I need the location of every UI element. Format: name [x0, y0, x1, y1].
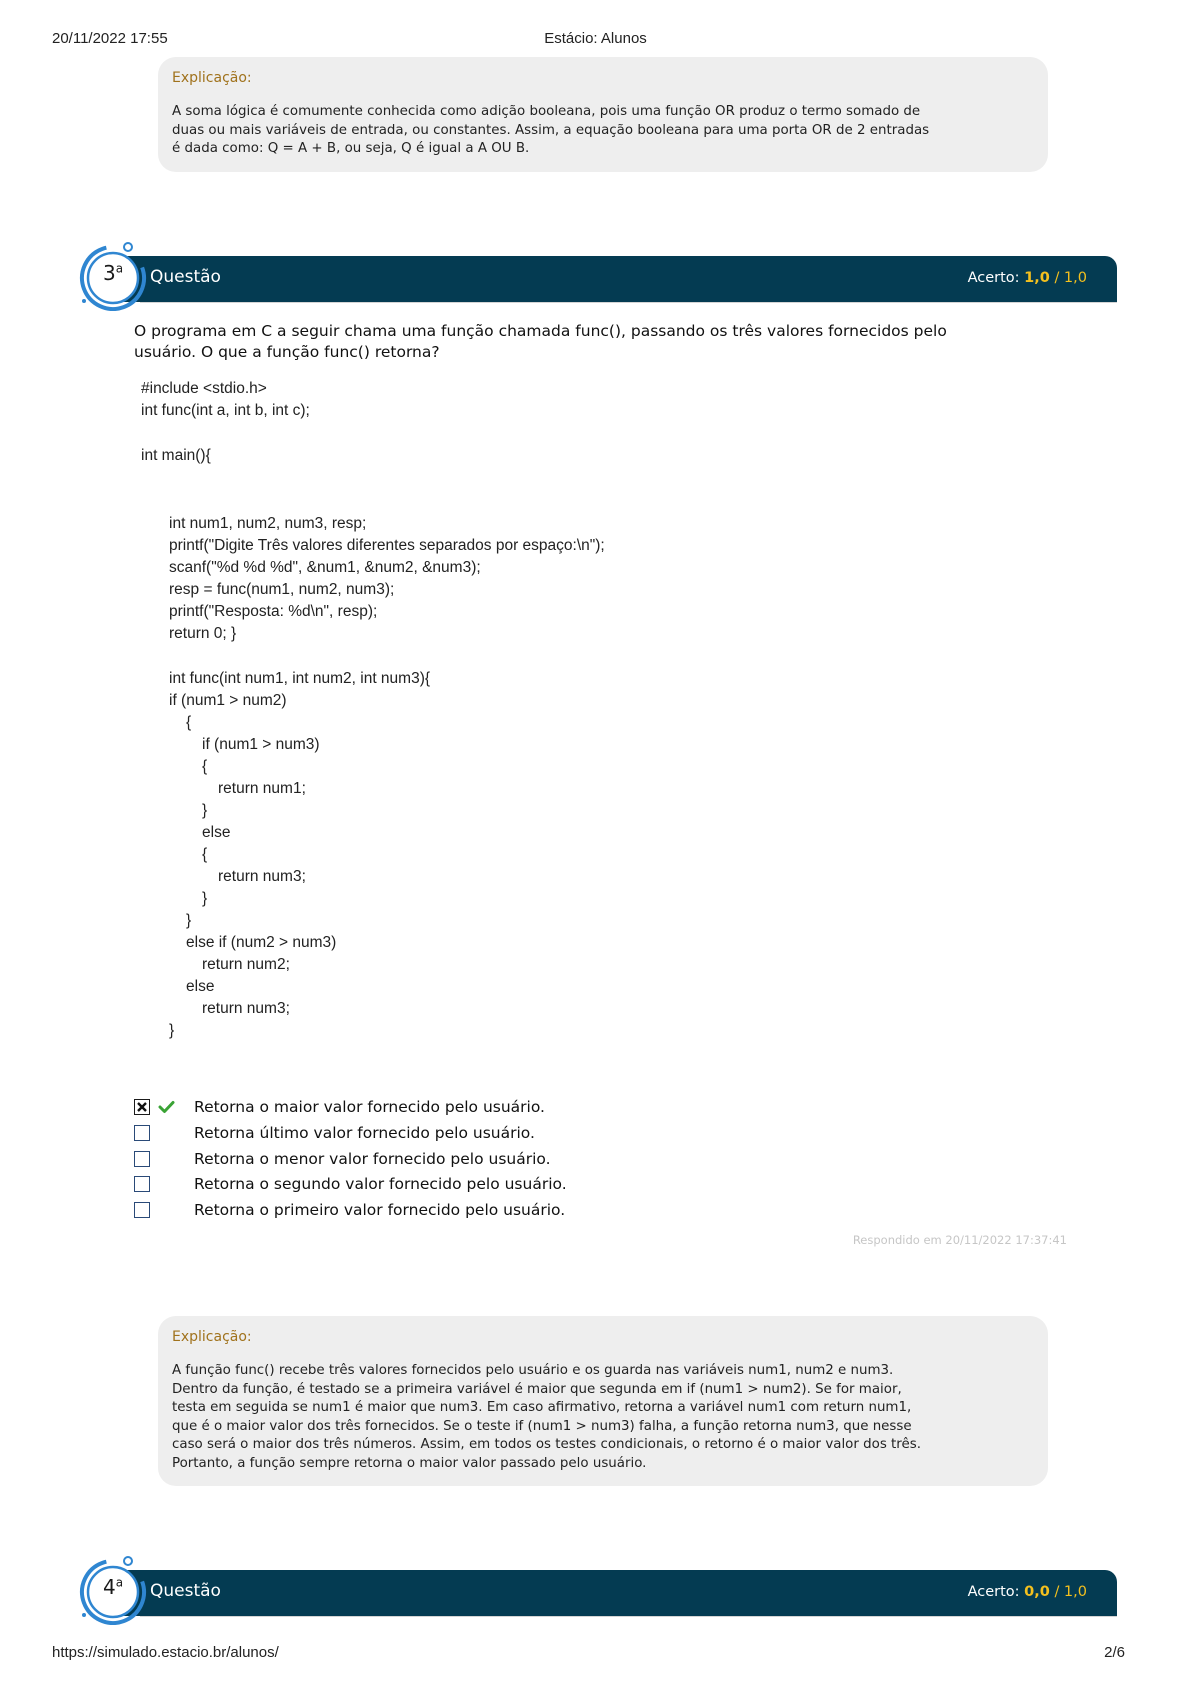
explanation-line: é dada como: Q = A + B, ou seja, Q é igual a A OU B.: [172, 141, 530, 156]
x-mark-icon: [136, 1101, 148, 1113]
code-line: printf("Digite Três valores diferentes separados por espaço:\n");: [169, 537, 605, 554]
checkbox-unchecked[interactable]: [134, 1151, 150, 1167]
acerto-label: Acerto:: [967, 270, 1020, 286]
correct-check-icon: [158, 1100, 175, 1114]
acerto-display: [968, 270, 1087, 286]
code-line: {: [202, 846, 208, 863]
question-number-badge-q3: [78, 241, 148, 311]
question-number-badge-q4: [78, 1555, 148, 1625]
answer-option-1[interactable]: [134, 1098, 834, 1120]
print-page-number: 2/6: [1104, 1644, 1125, 1661]
checkbox-unchecked[interactable]: [134, 1125, 150, 1141]
code-line: resp = func(num1, num2, num3);: [169, 581, 395, 598]
code-line: #include <stdio.h>: [141, 380, 267, 397]
code-line: int func(int a, int b, int c);: [141, 402, 310, 419]
print-footer: [0, 1644, 1191, 1664]
explanation-line: Dentro da função, é testado se a primeira variável é maior que segunda em if (num1 > num2). Se for maior,: [172, 1381, 902, 1397]
code-line: if (num1 > num3): [202, 736, 320, 753]
explanation-title: Explicação:: [172, 70, 252, 86]
question-number: [78, 261, 148, 285]
checkbox-unchecked[interactable]: [134, 1176, 150, 1192]
code-line: int func(int num1, int num2, int num3){: [169, 670, 431, 687]
question-header-bar-q3: [110, 256, 1117, 302]
print-url: https://simulado.estacio.br/alunos/: [52, 1644, 279, 1661]
checkbox-unchecked[interactable]: [134, 1202, 150, 1218]
question-prompt-line: usuário. O que a função func() retorna?: [134, 343, 440, 361]
answered-timestamp: Respondido em 20/11/2022 17:37:41: [852, 1233, 1067, 1247]
answer-option-text: Retorna o segundo valor fornecido pelo usuário.: [194, 1175, 567, 1193]
answer-option-2[interactable]: [134, 1124, 834, 1146]
code-line: return 0; }: [169, 625, 237, 642]
print-datetime: 20/11/2022 17:55: [52, 30, 168, 47]
explanation-body: [172, 1362, 1034, 1473]
answer-option-text: Retorna último valor fornecido pelo usuário.: [194, 1124, 535, 1142]
question-number-digit: 3: [102, 261, 116, 285]
code-line: }: [186, 912, 192, 929]
code-line: int main(){: [141, 447, 211, 464]
code-line: return num3;: [202, 1000, 290, 1017]
question-header-underline: [140, 1616, 1117, 1617]
code-line: }: [202, 802, 208, 819]
code-line: return num2;: [202, 956, 290, 973]
explanation-box-q2: [158, 57, 1048, 172]
question-label: Questão: [150, 1581, 221, 1601]
explanation-line: A função func() recebe três valores fornecidos pelo usuário e os guarda nas variáveis num1, num2 e num3.: [172, 1363, 894, 1378]
question-header-underline: [140, 302, 1117, 303]
question-label: Questão: [150, 267, 221, 287]
explanation-title: Explicação:: [172, 1329, 252, 1345]
acerto-max: / 1,0: [1054, 1584, 1087, 1600]
explanation-line: caso será o maior dos três números. Assim, em todos os testes condicionais, o retorno é o maior valor dos três.: [172, 1437, 921, 1452]
explanation-line: A soma lógica é comumente conhecida como adição booleana, pois uma função OR produz o termo somado de: [172, 104, 921, 119]
explanation-line: que é o maior valor dos três fornecidos. Se o teste if (num1 > num3) falha, a função retorna num3, que nesse: [172, 1418, 912, 1434]
code-line: if (num1 > num2): [169, 692, 287, 709]
code-line: return num1;: [218, 780, 306, 797]
code-line: else if (num2 > num3): [186, 934, 337, 951]
question-ordinal: a: [115, 1575, 124, 1590]
code-line: scanf("%d %d %d", &num1, &num2, &num3);: [169, 559, 481, 576]
question-prompt: [134, 321, 1034, 363]
print-header: [0, 30, 1191, 50]
acerto-max: / 1,0: [1054, 270, 1087, 286]
answer-option-3[interactable]: [134, 1150, 834, 1172]
code-line: int num1, num2, num3, resp;: [169, 515, 367, 532]
explanation-line: Portanto, a função sempre retorna o maior valor passado pelo usuário.: [172, 1455, 647, 1471]
checkbox-checked[interactable]: [134, 1099, 150, 1115]
answer-option-text: Retorna o maior valor fornecido pelo usuário.: [194, 1098, 545, 1116]
code-line: else: [202, 824, 231, 841]
code-line: else: [186, 978, 215, 995]
question-header-bar-q4: [110, 1570, 1117, 1616]
code-line: }: [169, 1022, 175, 1039]
acerto-score: 0,0: [1024, 1584, 1050, 1600]
question-ordinal: a: [115, 261, 124, 276]
code-line: return num3;: [218, 868, 306, 885]
explanation-box-q3: [158, 1316, 1048, 1486]
question-number-digit: 4: [102, 1575, 116, 1599]
acerto-score: 1,0: [1024, 270, 1050, 286]
explanation-line: testa em seguida se num1 é maior que num3. Em caso afirmativo, retorna a variável num1 com return num1,: [172, 1400, 912, 1415]
answer-option-5[interactable]: [134, 1201, 834, 1223]
explanation-line: duas ou mais variáveis de entrada, ou constantes. Assim, a equação booleana para uma porta OR de 2 entradas: [172, 122, 930, 138]
acerto-display: [968, 1584, 1087, 1600]
code-line: printf("Resposta: %d\n", resp);: [169, 603, 378, 620]
answer-option-text: Retorna o menor valor fornecido pelo usuário.: [194, 1150, 551, 1168]
answer-option-4[interactable]: [134, 1175, 834, 1197]
question-prompt-line: O programa em C a seguir chama uma função chamada func(), passando os três valores fornecidos pelo: [134, 322, 947, 340]
code-line: }: [202, 890, 208, 907]
code-line: {: [186, 714, 192, 731]
code-line: {: [202, 758, 208, 775]
answer-option-text: Retorna o primeiro valor fornecido pelo usuário.: [194, 1201, 566, 1219]
acerto-label: Acerto:: [967, 1584, 1020, 1600]
explanation-body: [172, 103, 1034, 159]
question-number: [78, 1575, 148, 1599]
print-page-title: Estácio: Alunos: [544, 30, 647, 47]
